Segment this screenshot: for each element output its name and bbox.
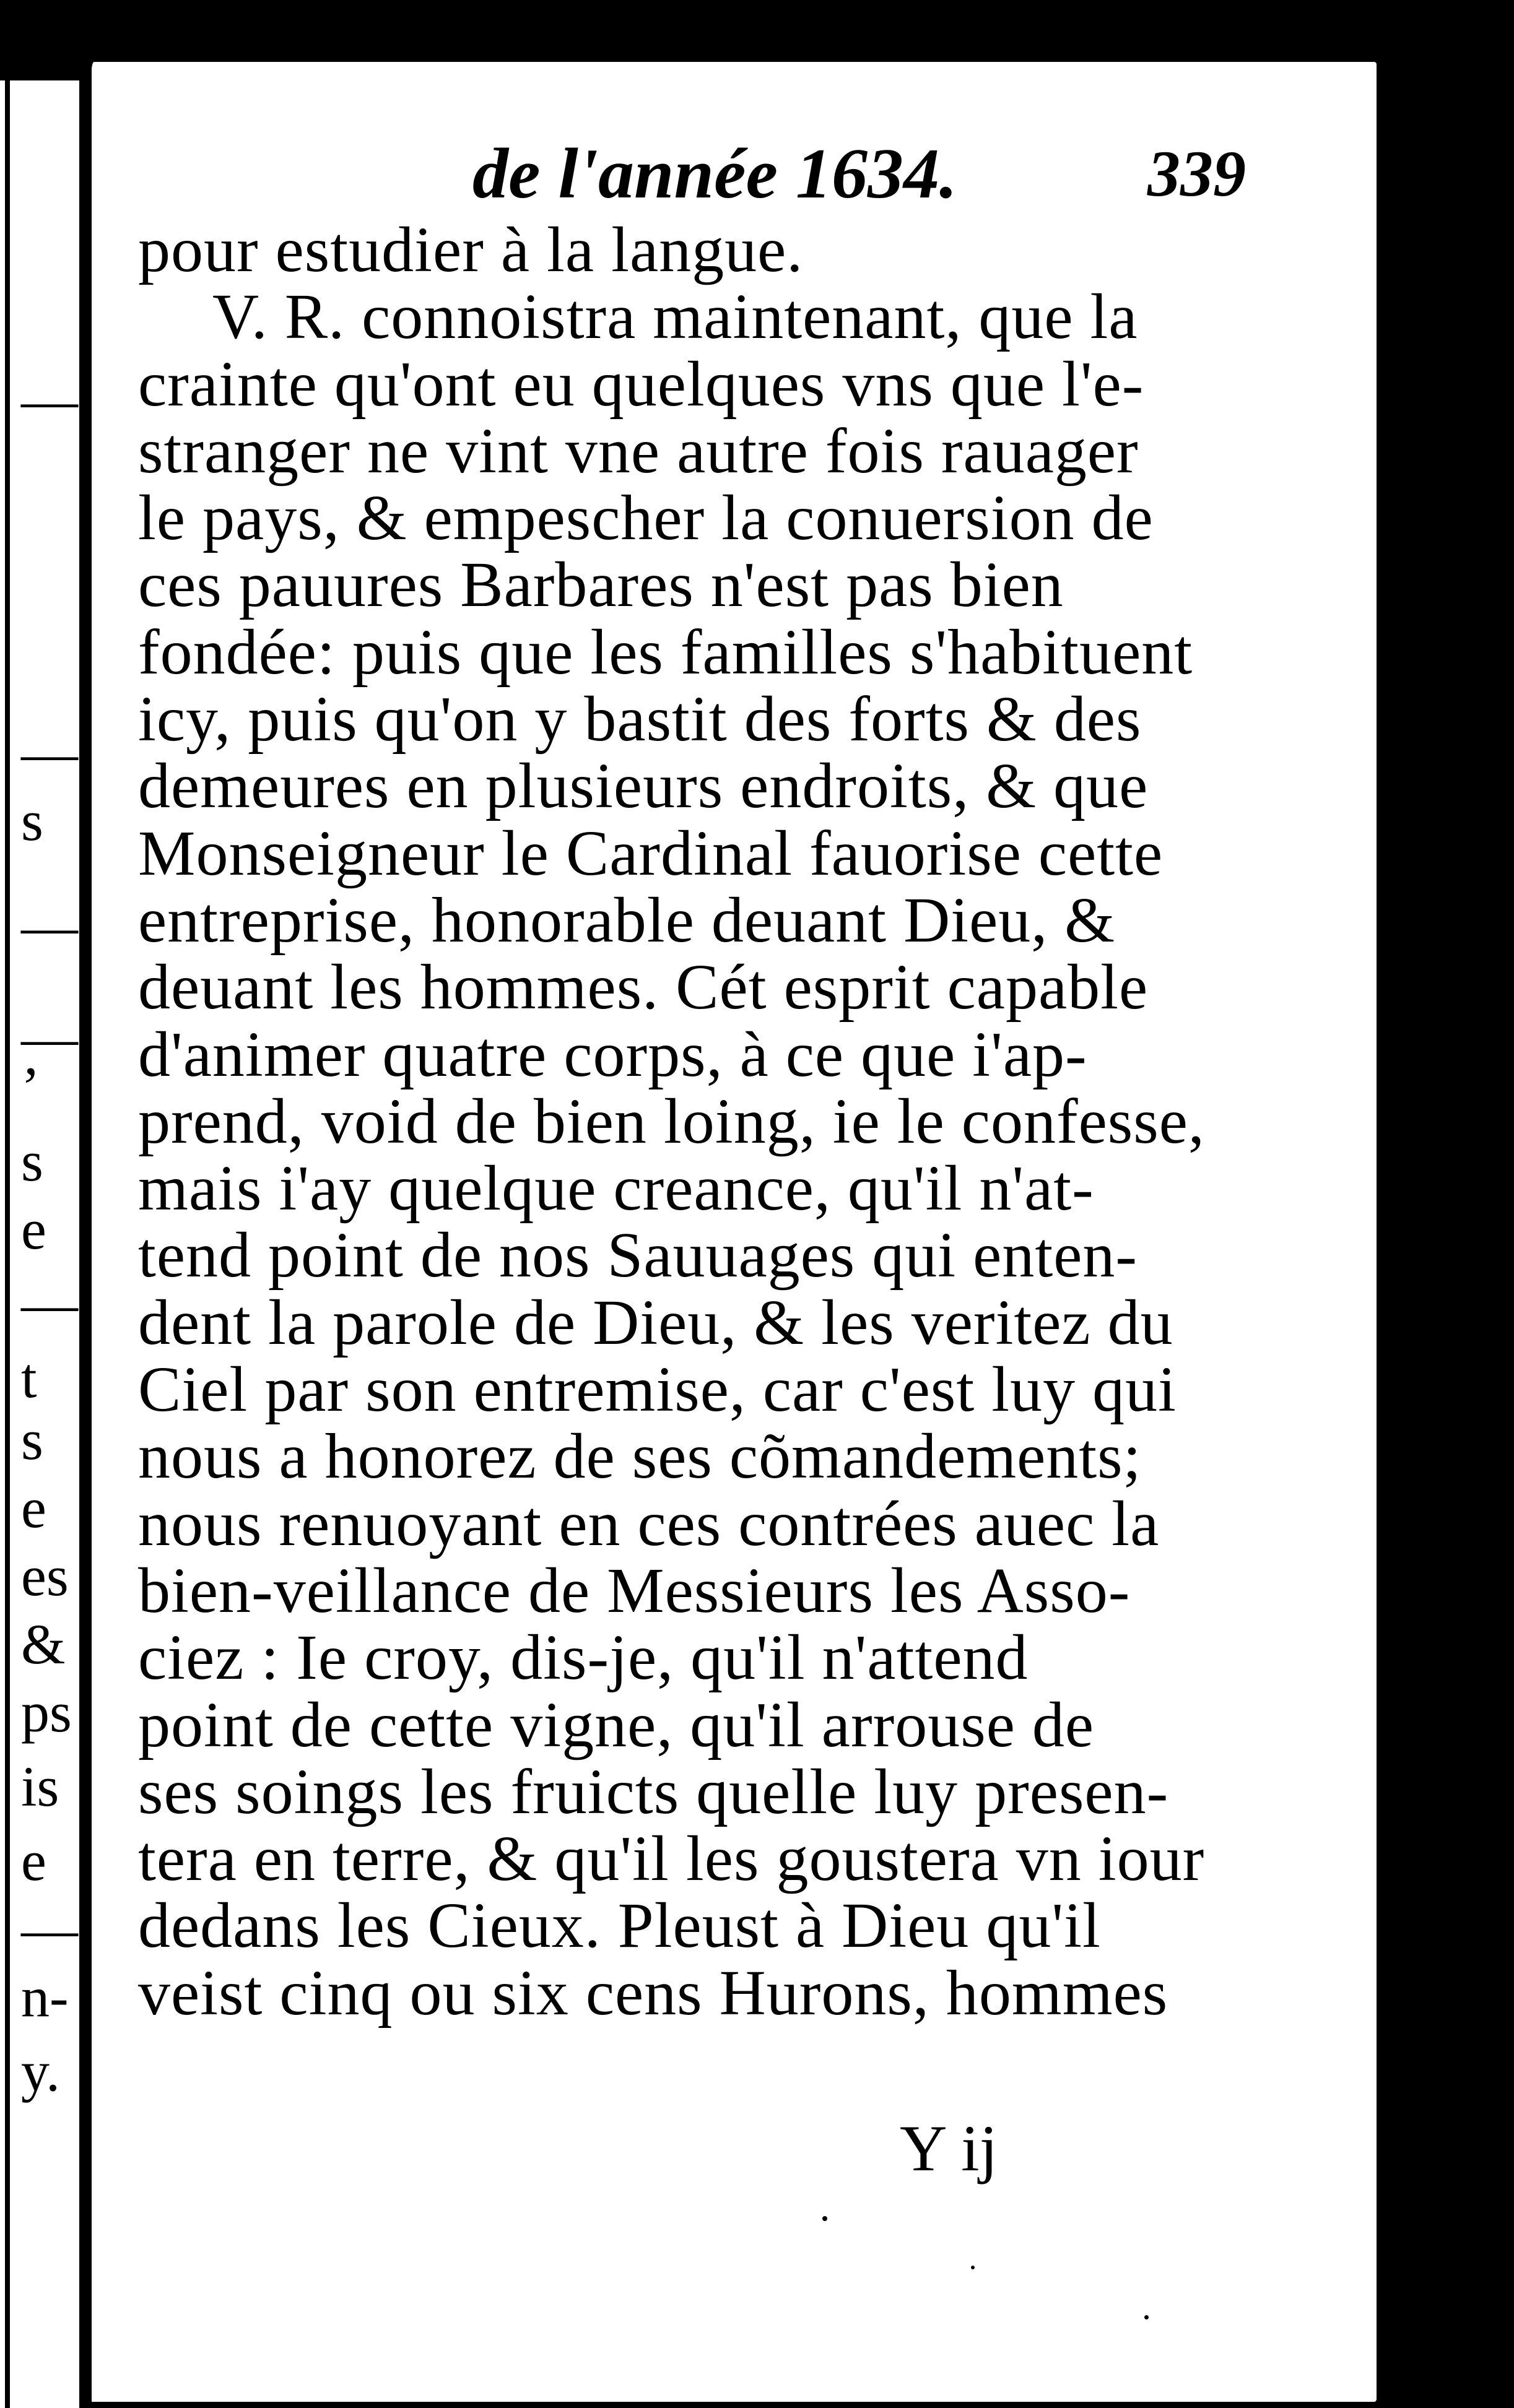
text-line: prend, void de bien loing, ie le confesse,	[138, 1085, 1205, 1157]
text-line: fondée: puis que les familles s'habituent	[138, 616, 1193, 688]
margin-fragment: es	[21, 1544, 69, 1608]
text-line: icy, puis qu'on y bastit des forts & des	[138, 683, 1142, 755]
margin-fragment: —	[21, 721, 78, 784]
running-title: de l'année 1634.	[472, 134, 957, 214]
margin-fragment: e	[21, 1829, 46, 1892]
text-line: V. R. connoistra maintenant, que la	[212, 281, 1138, 353]
margin-fragment: s	[21, 1408, 43, 1471]
text-line: Ciel par son entremise, car c'est luy qui	[138, 1354, 1177, 1426]
margin-fragment: e	[21, 1476, 46, 1540]
ink-speck	[822, 2216, 827, 2221]
ink-speck	[1144, 2315, 1149, 2319]
text-line: pour estudier à la langue.	[138, 214, 804, 285]
page-edge-line	[1401, 68, 1407, 2328]
text-line: nous a honorez de ses cõmandements;	[138, 1421, 1142, 1492]
margin-fragment: ’	[21, 1055, 40, 1119]
margin-fragment: —	[21, 1006, 78, 1069]
text-line: crainte qu'ont eu quelques vns que l'e-	[138, 348, 1144, 420]
margin-fragment: is	[21, 1755, 59, 1818]
text-line: ciez : Ie croy, dis-je, qu'il n'attend	[138, 1622, 1029, 1694]
text-line: ses soings les fruicts quelle luy presen-	[138, 1756, 1169, 1827]
text-line: tera en terre, & qu'il les goustera vn iour	[138, 1823, 1205, 1895]
text-line: dent la parole de Dieu, & les veritez du	[138, 1286, 1173, 1358]
page-number: 339	[1147, 137, 1246, 210]
margin-fragment: —	[21, 1897, 78, 1960]
margin-fragment: &	[21, 1613, 66, 1676]
book-page	[85, 62, 1377, 2402]
margin-fragment: s	[21, 1130, 43, 1193]
text-line: d'animer quatre corps, à ce que i'ap-	[138, 1018, 1087, 1090]
margin-fragment: e	[21, 1198, 46, 1261]
text-line: ces pauures Barbares n'est pas bien	[138, 549, 1064, 621]
facing-page-gutter-line	[5, 80, 10, 2408]
margin-fragment: s	[21, 789, 43, 852]
margin-fragment: ps	[21, 1681, 72, 1744]
text-line: dedans les Cieux. Pleust à Dieu qu'il	[138, 1890, 1101, 1962]
text-line: le pays, & empescher la conuersion de	[138, 482, 1154, 554]
facing-page-margin	[0, 80, 79, 2408]
text-line: Monseigneur le Cardinal fauorise cette	[138, 817, 1164, 889]
margin-fragment: n-	[21, 1965, 69, 2029]
text-line: entreprise, honorable deuant Dieu, &	[138, 884, 1116, 956]
margin-fragment: t	[21, 1346, 37, 1410]
text-line: veist cinq ou six cens Hurons, hommes	[138, 1957, 1168, 2029]
margin-fragment: —	[21, 368, 78, 431]
ink-speck	[971, 2266, 975, 2269]
margin-fragment: —	[21, 1272, 78, 1335]
signature-mark: Y ij	[900, 2112, 998, 2185]
text-line: demeures en plusieurs endroits, & que	[138, 750, 1149, 822]
page-header	[92, 124, 1377, 217]
text-line: stranger ne vint vne autre fois rauager	[138, 415, 1139, 487]
margin-fragment: y.	[21, 2040, 61, 2103]
text-line: bien-veillance de Messieurs les Asso-	[138, 1554, 1131, 1626]
text-line: nous renuoyant en ces contrées auec la	[138, 1488, 1160, 1559]
text-line: mais i'ay quelque creance, qu'il n'at-	[138, 1153, 1094, 1224]
text-line: point de cette vigne, qu'il arrouse de	[138, 1689, 1095, 1761]
page-edge-line	[1381, 80, 1390, 2340]
text-line: tend point de nos Sauuages qui enten-	[138, 1219, 1138, 1291]
body-text	[138, 214, 1327, 2029]
margin-fragment: —	[21, 894, 78, 958]
text-line: deuant les hommes. Cét esprit capable	[138, 951, 1149, 1023]
